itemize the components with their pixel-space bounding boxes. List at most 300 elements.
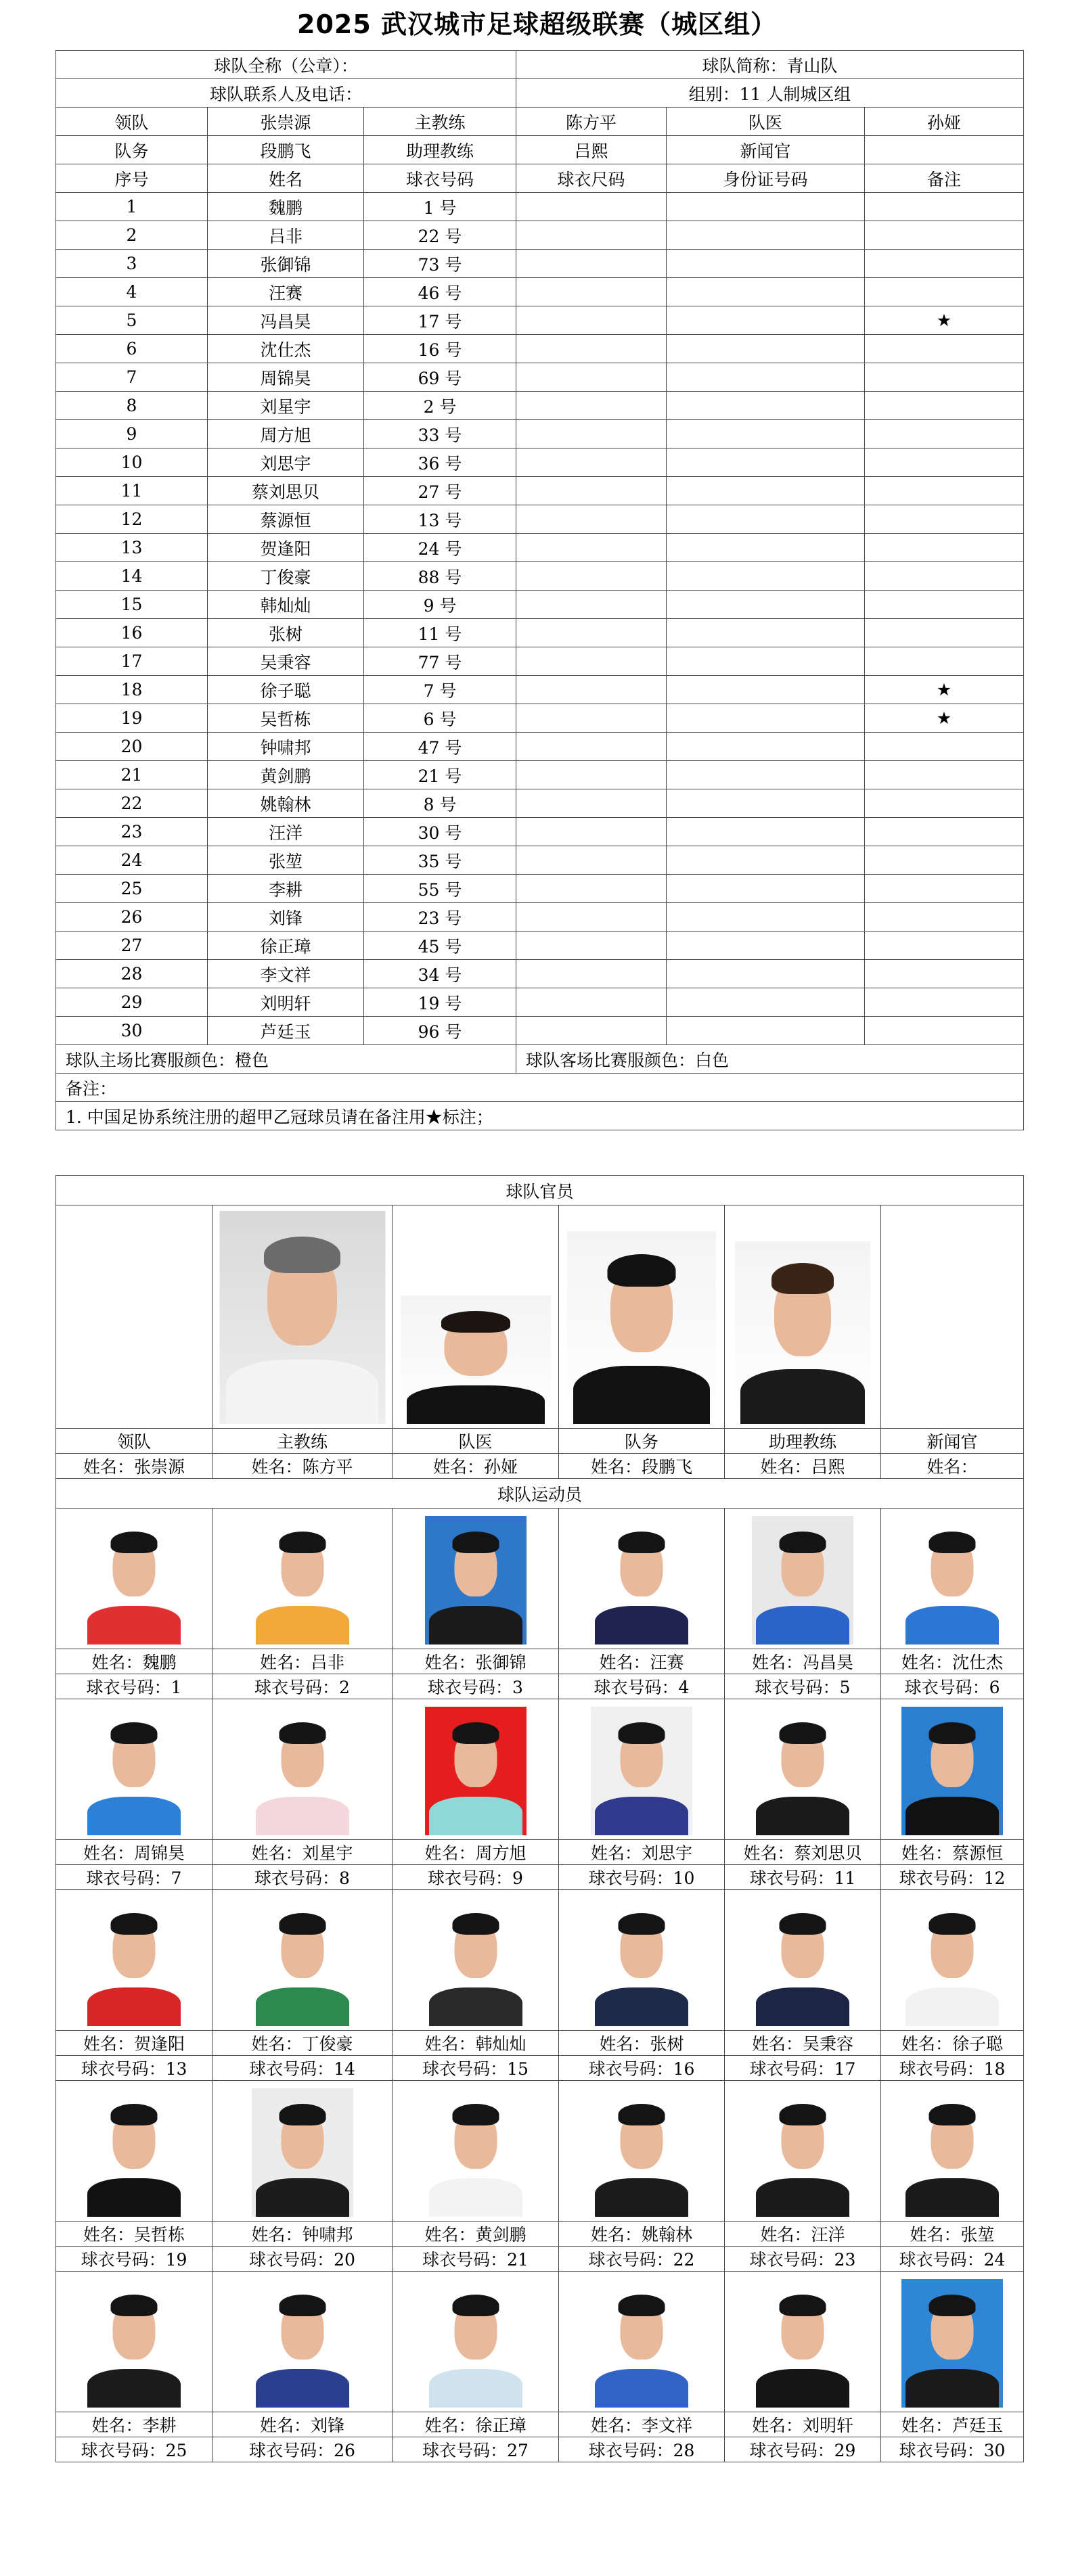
notes-label: 备注： — [56, 1074, 1024, 1102]
player-size — [516, 392, 667, 420]
player-card-jersey: 球衣号码：29 — [725, 2437, 881, 2462]
player-photo-cell — [559, 1699, 725, 1840]
player-note — [865, 761, 1024, 789]
player-card-jersey: 球衣号码：23 — [725, 2247, 881, 2272]
portrait-hair — [111, 2104, 158, 2125]
player-card-jersey: 球衣号码：25 — [56, 2437, 212, 2462]
player-jersey: 11 号 — [364, 619, 516, 647]
portrait-body — [756, 1606, 849, 1644]
portrait-photo — [901, 2279, 1003, 2408]
player-photo-cell — [559, 1509, 725, 1649]
column-header: 球衣尺码 — [516, 164, 667, 193]
player-row — [56, 392, 1024, 420]
official-role: 助理教练 — [725, 1429, 881, 1454]
roster-photo-table — [55, 1175, 1024, 2462]
player-jersey: 47 号 — [364, 733, 516, 761]
player-photo-cell — [56, 2272, 212, 2412]
player-number: 4 — [56, 278, 208, 306]
portrait-body — [429, 1797, 522, 1835]
player-photo-cell — [212, 2081, 393, 2222]
official-name: 姓名：陈方平 — [212, 1454, 393, 1479]
player-card-name: 姓名：刘明轩 — [725, 2412, 881, 2437]
player-number: 15 — [56, 591, 208, 619]
player-name: 汪赛 — [208, 278, 364, 306]
portrait-hair — [111, 2295, 158, 2316]
player-id-number — [667, 704, 865, 733]
player-row — [56, 846, 1024, 875]
player-jersey: 77 号 — [364, 647, 516, 676]
player-card-name: 姓名：丁俊豪 — [212, 2031, 393, 2056]
player-note — [865, 420, 1024, 448]
player-row — [56, 704, 1024, 733]
player-name: 刘思宇 — [208, 448, 364, 477]
player-card-jersey: 球衣号码：6 — [881, 1674, 1024, 1699]
player-id-number — [667, 988, 865, 1017]
portrait-photo — [425, 1516, 527, 1644]
home-kit-color: 球队主场比赛服颜色：橙色 — [56, 1045, 516, 1074]
portrait-photo — [901, 1898, 1003, 2026]
player-number: 17 — [56, 647, 208, 676]
player-note — [865, 932, 1024, 960]
player-size — [516, 193, 667, 221]
player-jersey: 23 号 — [364, 903, 516, 932]
player-name: 周锦昊 — [208, 363, 364, 392]
portrait-photo — [752, 2279, 853, 2408]
player-row — [56, 534, 1024, 562]
player-note: ★ — [865, 704, 1024, 733]
official-name: 姓名：孙娅 — [393, 1454, 559, 1479]
player-photo-cell — [393, 1890, 559, 2031]
player-number: 3 — [56, 250, 208, 278]
portrait-photo — [252, 1707, 353, 1835]
player-row — [56, 733, 1024, 761]
portrait-hair — [279, 2104, 326, 2125]
player-id-number — [667, 960, 865, 988]
player-size — [516, 534, 667, 562]
player-id-number — [667, 335, 865, 363]
portrait-body — [87, 2369, 181, 2408]
staff-cell: 助理教练 — [364, 136, 516, 164]
player-photo-cell — [393, 1699, 559, 1840]
official-photo-cell — [881, 1205, 1024, 1429]
player-jersey: 7 号 — [364, 676, 516, 704]
player-row — [56, 619, 1024, 647]
player-photo-cell — [212, 1890, 393, 2031]
portrait-hair — [929, 1913, 976, 1935]
official-role: 队医 — [393, 1429, 559, 1454]
staff-cell: 张崇源 — [208, 108, 364, 136]
portrait-photo — [425, 2088, 527, 2217]
portrait-photo — [591, 1707, 692, 1835]
player-jersey: 2 号 — [364, 392, 516, 420]
player-name: 吴秉容 — [208, 647, 364, 676]
player-photo-cell — [725, 1699, 881, 1840]
team-group-label: 组别：11 人制城区组 — [516, 79, 1024, 108]
player-id-number — [667, 534, 865, 562]
player-jersey: 34 号 — [364, 960, 516, 988]
portrait-body — [595, 1606, 688, 1644]
player-card-jersey: 球衣号码：19 — [56, 2247, 212, 2272]
player-row — [56, 591, 1024, 619]
portrait-photo — [567, 1231, 716, 1424]
portrait-body — [905, 2369, 999, 2408]
player-photo-cell — [725, 2272, 881, 2412]
player-jersey: 21 号 — [364, 761, 516, 789]
portrait-body — [256, 1606, 349, 1644]
player-row — [56, 903, 1024, 932]
portrait-photo — [591, 2279, 692, 2408]
player-card-jersey: 球衣号码：11 — [725, 1865, 881, 1890]
player-card-jersey: 球衣号码：14 — [212, 2056, 393, 2081]
player-name: 刘锋 — [208, 903, 364, 932]
player-card-jersey: 球衣号码：22 — [559, 2247, 725, 2272]
player-number: 19 — [56, 704, 208, 733]
portrait-photo — [83, 1516, 185, 1644]
player-card-name: 姓名：刘星宇 — [212, 1840, 393, 1865]
registration-table — [55, 50, 1024, 1130]
portrait-photo — [752, 1707, 853, 1835]
player-id-number — [667, 761, 865, 789]
player-name: 徐子聪 — [208, 676, 364, 704]
player-card-jersey: 球衣号码：5 — [725, 1674, 881, 1699]
portrait-hair — [111, 1532, 158, 1553]
portrait-body — [429, 2178, 522, 2217]
player-id-number — [667, 193, 865, 221]
portrait-body — [87, 1987, 181, 2026]
staff-cell: 段鹏飞 — [208, 136, 364, 164]
player-number: 10 — [56, 448, 208, 477]
player-note: ★ — [865, 306, 1024, 335]
official-role: 领队 — [56, 1429, 212, 1454]
portrait-hair — [452, 1913, 499, 1935]
player-size — [516, 420, 667, 448]
portrait-hair — [780, 2295, 826, 2316]
player-photo-cell — [212, 2272, 393, 2412]
player-number: 28 — [56, 960, 208, 988]
player-jersey: 8 号 — [364, 789, 516, 818]
player-jersey: 46 号 — [364, 278, 516, 306]
player-size — [516, 363, 667, 392]
player-card-name: 姓名：周锦昊 — [56, 1840, 212, 1865]
portrait-hair — [452, 2295, 499, 2316]
portrait-body — [429, 2369, 522, 2408]
player-id-number — [667, 221, 865, 250]
player-note — [865, 221, 1024, 250]
player-card-name: 姓名：魏鹏 — [56, 1649, 212, 1674]
staff-cell: 吕熙 — [516, 136, 667, 164]
player-card-jersey: 球衣号码：26 — [212, 2437, 393, 2462]
player-jersey: 30 号 — [364, 818, 516, 846]
player-number: 26 — [56, 903, 208, 932]
player-photo-cell — [881, 2081, 1024, 2222]
portrait-hair — [929, 2104, 976, 2125]
player-size — [516, 477, 667, 505]
player-number: 27 — [56, 932, 208, 960]
player-id-number — [667, 306, 865, 335]
staff-row-b — [56, 136, 1024, 164]
portrait-photo — [83, 1707, 185, 1835]
staff-cell: 陈方平 — [516, 108, 667, 136]
portrait-photo — [735, 1241, 870, 1424]
portrait-hair — [619, 2104, 665, 2125]
player-card-jersey: 球衣号码：9 — [393, 1865, 559, 1890]
player-card-name: 姓名：吴秉容 — [725, 2031, 881, 2056]
staff-cell: 孙娅 — [865, 108, 1024, 136]
player-note — [865, 647, 1024, 676]
official-photo-cell — [56, 1205, 212, 1429]
player-row — [56, 562, 1024, 591]
player-card-name: 姓名：姚翰林 — [559, 2222, 725, 2247]
portrait-hair — [780, 1913, 826, 1935]
player-number: 20 — [56, 733, 208, 761]
player-size — [516, 250, 667, 278]
player-size — [516, 846, 667, 875]
player-row — [56, 505, 1024, 534]
player-card-jersey: 球衣号码：18 — [881, 2056, 1024, 2081]
player-jersey: 88 号 — [364, 562, 516, 591]
player-row — [56, 789, 1024, 818]
player-jersey: 17 号 — [364, 306, 516, 335]
portrait-hair — [441, 1311, 510, 1333]
portrait-photo — [83, 2088, 185, 2217]
player-id-number — [667, 505, 865, 534]
player-number: 16 — [56, 619, 208, 647]
player-size — [516, 647, 667, 676]
player-note — [865, 562, 1024, 591]
player-name: 韩灿灿 — [208, 591, 364, 619]
player-photo-cell — [881, 2272, 1024, 2412]
official-name: 姓名： — [881, 1454, 1024, 1479]
player-jersey: 96 号 — [364, 1017, 516, 1045]
player-number: 14 — [56, 562, 208, 591]
player-id-number — [667, 647, 865, 676]
portrait-photo — [219, 1211, 385, 1424]
portrait-photo — [591, 2088, 692, 2217]
player-jersey: 35 号 — [364, 846, 516, 875]
player-jersey: 33 号 — [364, 420, 516, 448]
team-contact-label: 球队联系人及电话： — [56, 79, 516, 108]
player-photo-cell — [559, 1890, 725, 2031]
player-size — [516, 789, 667, 818]
player-card-name: 姓名：汪赛 — [559, 1649, 725, 1674]
player-row — [56, 477, 1024, 505]
portrait-body — [256, 2369, 349, 2408]
player-number: 25 — [56, 875, 208, 903]
portrait-body — [756, 1987, 849, 2026]
player-name: 刘星宇 — [208, 392, 364, 420]
player-id-number — [667, 619, 865, 647]
portrait-hair — [111, 1722, 158, 1744]
player-jersey: 69 号 — [364, 363, 516, 392]
player-row — [56, 278, 1024, 306]
player-name: 吴哲栋 — [208, 704, 364, 733]
player-photo-cell — [725, 1509, 881, 1649]
player-number: 8 — [56, 392, 208, 420]
portrait-hair — [780, 1532, 826, 1553]
player-photo-cell — [56, 2081, 212, 2222]
player-size — [516, 562, 667, 591]
player-card-name: 姓名：张御锦 — [393, 1649, 559, 1674]
player-card-name: 姓名：黄剑鹏 — [393, 2222, 559, 2247]
player-size — [516, 676, 667, 704]
player-jersey: 19 号 — [364, 988, 516, 1017]
player-card-jersey: 球衣号码：21 — [393, 2247, 559, 2272]
player-id-number — [667, 818, 865, 846]
player-card-jersey: 球衣号码：10 — [559, 1865, 725, 1890]
player-id-number — [667, 420, 865, 448]
portrait-body — [87, 1797, 181, 1835]
player-name: 冯昌昊 — [208, 306, 364, 335]
player-name: 周方旭 — [208, 420, 364, 448]
player-note — [865, 505, 1024, 534]
portrait-hair — [619, 1532, 665, 1553]
player-photo-cell — [56, 1509, 212, 1649]
player-photo-cell — [881, 1699, 1024, 1840]
player-id-number — [667, 789, 865, 818]
player-size — [516, 221, 667, 250]
player-number: 22 — [56, 789, 208, 818]
player-photo-cell — [212, 1699, 393, 1840]
player-name: 姚翰林 — [208, 789, 364, 818]
player-note: ★ — [865, 676, 1024, 704]
player-name: 蔡刘思贝 — [208, 477, 364, 505]
player-number: 1 — [56, 193, 208, 221]
player-id-number — [667, 875, 865, 903]
player-row — [56, 250, 1024, 278]
player-name: 贺逢阳 — [208, 534, 364, 562]
column-header-row — [56, 164, 1024, 193]
staff-row-a — [56, 108, 1024, 136]
portrait-hair — [452, 2104, 499, 2125]
player-photo-cell — [725, 1890, 881, 2031]
portrait-hair — [929, 1722, 976, 1744]
portrait-body — [905, 1606, 999, 1644]
portrait-photo — [425, 1707, 527, 1835]
player-name: 蔡源恒 — [208, 505, 364, 534]
player-jersey: 16 号 — [364, 335, 516, 363]
portrait-photo — [425, 2279, 527, 2408]
player-jersey: 55 号 — [364, 875, 516, 903]
note-item: 1. 中国足协系统注册的超甲乙冠球员请在备注用★标注； — [56, 1102, 1024, 1130]
player-id-number — [667, 1017, 865, 1045]
player-id-number — [667, 392, 865, 420]
player-photo-cell — [56, 1890, 212, 2031]
player-jersey: 9 号 — [364, 591, 516, 619]
player-jersey: 27 号 — [364, 477, 516, 505]
player-photo-cell — [725, 2081, 881, 2222]
portrait-photo — [752, 1898, 853, 2026]
portrait-body — [595, 1797, 688, 1835]
portrait-photo — [591, 1516, 692, 1644]
player-card-jersey: 球衣号码：20 — [212, 2247, 393, 2272]
player-photo-cell — [393, 2272, 559, 2412]
official-photo-cell — [559, 1205, 725, 1429]
portrait-body — [407, 1385, 545, 1424]
player-number: 11 — [56, 477, 208, 505]
player-note — [865, 392, 1024, 420]
player-card-name: 姓名：汪洋 — [725, 2222, 881, 2247]
player-id-number — [667, 562, 865, 591]
staff-cell: 队医 — [667, 108, 865, 136]
player-card-jersey: 球衣号码：8 — [212, 1865, 393, 1890]
player-size — [516, 619, 667, 647]
portrait-hair — [279, 1722, 326, 1744]
player-card-jersey: 球衣号码：28 — [559, 2437, 725, 2462]
player-note — [865, 278, 1024, 306]
player-number: 13 — [56, 534, 208, 562]
player-row — [56, 306, 1024, 335]
player-size — [516, 818, 667, 846]
player-jersey: 1 号 — [364, 193, 516, 221]
player-photo-cell — [559, 2081, 725, 2222]
portrait-photo — [252, 2088, 353, 2217]
portrait-body — [226, 1360, 378, 1424]
player-note — [865, 193, 1024, 221]
player-note — [865, 591, 1024, 619]
portrait-photo — [252, 2279, 353, 2408]
player-row — [56, 818, 1024, 846]
player-size — [516, 875, 667, 903]
portrait-hair — [929, 2295, 976, 2316]
official-photo-cell — [393, 1205, 559, 1429]
player-id-number — [667, 846, 865, 875]
player-card-name: 姓名：蔡刘思贝 — [725, 1840, 881, 1865]
player-name: 张树 — [208, 619, 364, 647]
player-size — [516, 704, 667, 733]
player-row — [56, 761, 1024, 789]
portrait-hair — [619, 2295, 665, 2316]
official-role: 主教练 — [212, 1429, 393, 1454]
player-name: 汪洋 — [208, 818, 364, 846]
player-note — [865, 988, 1024, 1017]
player-name: 钟啸邦 — [208, 733, 364, 761]
player-size — [516, 1017, 667, 1045]
portrait-body — [429, 1606, 522, 1644]
player-photo-cell — [56, 1699, 212, 1840]
player-name: 吕非 — [208, 221, 364, 250]
player-photo-cell — [393, 2081, 559, 2222]
player-note — [865, 818, 1024, 846]
player-card-jersey: 球衣号码：15 — [393, 2056, 559, 2081]
staff-cell: 主教练 — [364, 108, 516, 136]
player-card-name: 姓名：李文祥 — [559, 2412, 725, 2437]
player-photo-cell — [881, 1509, 1024, 1649]
portrait-hair — [608, 1254, 676, 1287]
official-photo-cell — [725, 1205, 881, 1429]
player-size — [516, 903, 667, 932]
player-name: 刘明轩 — [208, 988, 364, 1017]
player-card-jersey: 球衣号码：7 — [56, 1865, 212, 1890]
official-name: 姓名：张崇源 — [56, 1454, 212, 1479]
player-note — [865, 534, 1024, 562]
portrait-body — [429, 1987, 522, 2026]
player-card-jersey: 球衣号码：16 — [559, 2056, 725, 2081]
player-row — [56, 1017, 1024, 1045]
player-card-name: 姓名：芦廷玉 — [881, 2412, 1024, 2437]
player-jersey: 36 号 — [364, 448, 516, 477]
column-header: 身份证号码 — [667, 164, 865, 193]
player-jersey: 45 号 — [364, 932, 516, 960]
official-photo-cell — [212, 1205, 393, 1429]
player-note — [865, 875, 1024, 903]
player-note — [865, 1017, 1024, 1045]
player-jersey: 24 号 — [364, 534, 516, 562]
player-number: 5 — [56, 306, 208, 335]
player-name: 李文祥 — [208, 960, 364, 988]
player-note — [865, 448, 1024, 477]
player-note — [865, 846, 1024, 875]
player-size — [516, 335, 667, 363]
